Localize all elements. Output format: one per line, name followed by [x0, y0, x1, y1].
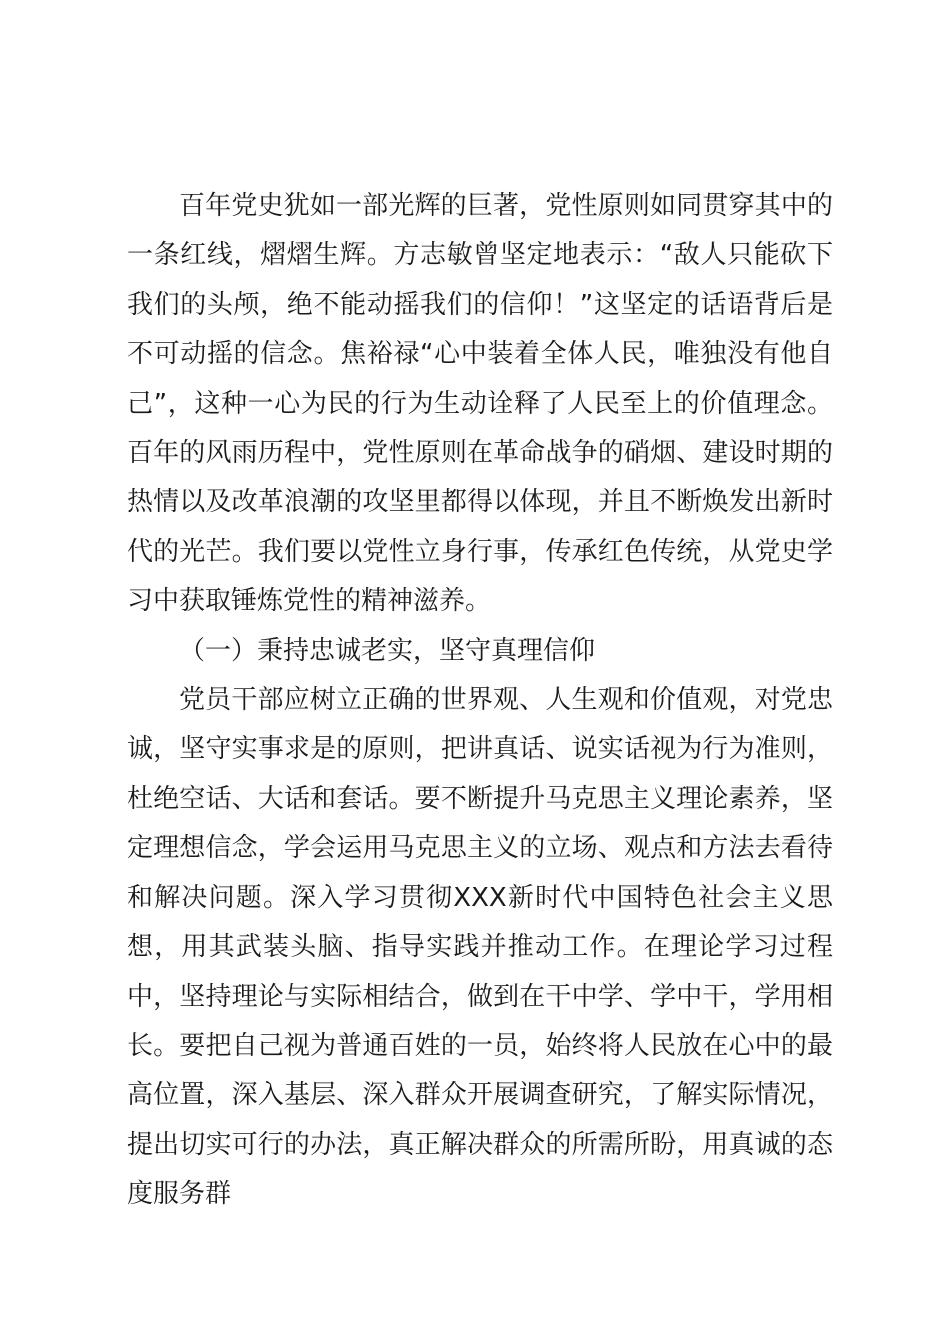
- paragraph-intro: 百年党史犹如一部光辉的巨著，党性原则如同贯穿其中的一条红线，熠熠生辉。方志敏曾坚定地表示：“敌人只能砍下我们的头颅，绝不能动摇我们的信仰！”这坚定的话语背后是不可动摇的信念。焦裕禄“心中装着全体人民，唯独没有他自己”，这种一心为民的行为生动诠释了人民至上的价值理念。百年的风雨历程中，党性原则在革命战争的硝烟、建设时期的热情以及改革浪潮的攻坚里都得以体现，并且不断焕发出新时代的光芒。我们要以党性立身行事，传承红色传统，从党史学习中获取锤炼党性的精神滋养。: [127, 191, 833, 617]
- body-text: [127, 182, 833, 1220]
- paragraph-section-one: 党员干部应树立正确的世界观、人生观和价值观，对党忠诚，坚守实事求是的原则，把讲真话、说实话视为行为准则，杜绝空话、大话和套话。要不断提升马克思主义理论素养，坚定理想信念，学会运用马克思主义的立场、观点和方法去看待和解决问题。深入学习贯彻XXX新时代中国特色社会主义思想，用其武装头脑、指导实践并推动工作。在理论学习过程中，坚持理论与实际相结合，做到在干中学、学中干，学用相长。要把自己视为普通百姓的一员，始终将人民放在心中的最高位置，深入基层、深入群众开展调查研究，了解实际情况，提出切实可行的办法，真正解决群众的所需所盼，用真诚的态度服务群: [127, 685, 833, 1210]
- section-heading: （一）秉持忠诚老实，坚守真理信仰: [179, 635, 596, 666]
